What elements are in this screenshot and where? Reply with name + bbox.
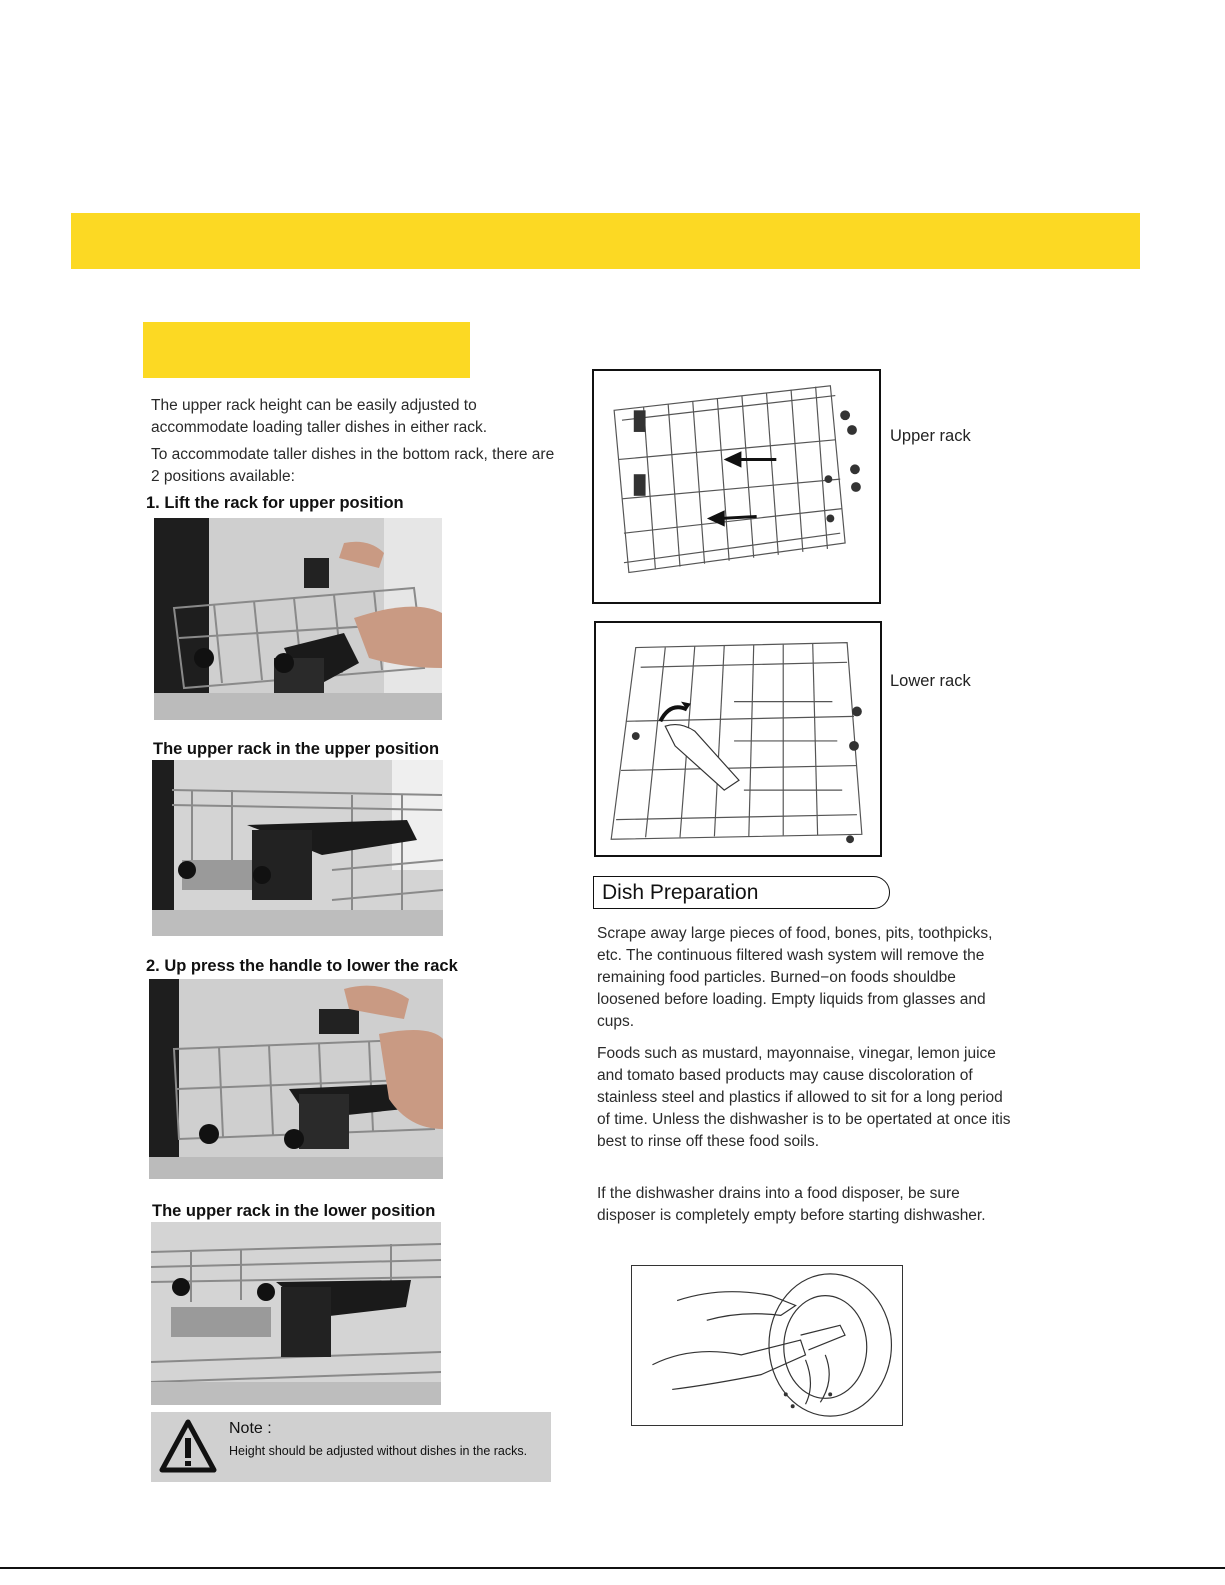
dish-preparation-heading: Dish Preparation xyxy=(593,876,890,909)
scraping-plate-illustration xyxy=(631,1265,903,1426)
section-heading-tab xyxy=(143,322,470,378)
caption-lower-position: The upper rack in the lower position xyxy=(152,1202,436,1220)
note-box xyxy=(151,1412,551,1482)
dish-prep-paragraph-3: If the dishwasher drains into a food disposer, be sure disposer is completely empty before starting dishwasher. xyxy=(597,1185,986,1224)
upper-rack-label: Upper rack xyxy=(890,427,971,445)
bottom-rule xyxy=(0,1567,1225,1569)
header-banner xyxy=(71,213,1140,269)
note-title: Note : xyxy=(229,1420,272,1437)
photo-lower-rack xyxy=(149,979,443,1179)
dish-prep-paragraph-2: Foods such as mustard, mayonnaise, vinegar, lemon juice and tomato based products may cause discoloration of stainless steel and plastics if allowed to sit for a long period of time. Unless the dishwasher is to be opertated at once itis best to rinse off these food soils. xyxy=(597,1045,1011,1150)
intro-paragraph-1: The upper rack height can be easily adjusted to accommodate loading taller dishes in either rack. xyxy=(151,397,488,436)
photo-lift-rack xyxy=(154,518,442,720)
note-text: Height should be adjusted without dishes in the racks. xyxy=(229,1444,528,1458)
step-2-heading: 2. Up press the handle to lower the rack xyxy=(146,957,458,975)
upper-rack-diagram xyxy=(592,369,881,604)
photo-rack-upper-position xyxy=(152,760,443,936)
warning-triangle-icon xyxy=(159,1418,217,1476)
step-1-heading: 1. Lift the rack for upper position xyxy=(146,494,404,512)
lower-rack-diagram xyxy=(594,621,882,857)
dish-prep-paragraph-1: Scrape away large pieces of food, bones, pits, toothpicks, etc. The continuous filtered wash system will remove the remaining food particles. Burned−on foods shouldbe loosened before loading. Empty liquids from glasses and cups. xyxy=(597,925,993,1030)
lower-rack-label: Lower rack xyxy=(890,672,971,690)
caption-upper-position: The upper rack in the upper position xyxy=(153,740,440,758)
intro-paragraph-2: To accommodate taller dishes in the bottom rack, there are 2 positions available: xyxy=(151,446,555,485)
photo-rack-lower-position xyxy=(151,1222,441,1405)
